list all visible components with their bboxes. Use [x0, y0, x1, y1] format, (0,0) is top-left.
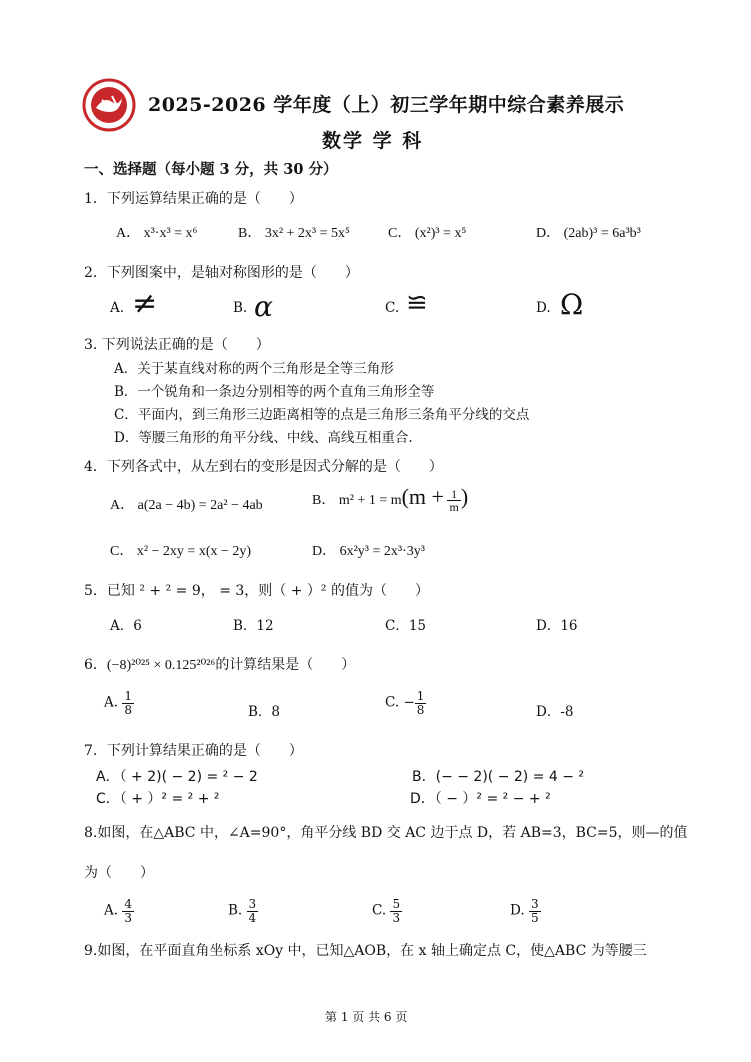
question-4-option-a: A． a(2a − 4b) = 2a² − 4ab — [110, 498, 263, 513]
question-6-number: 6． — [84, 657, 107, 673]
question-1-stem: 1．下列运算结果正确的是（ ） — [84, 191, 303, 207]
fraction-denominator: 5 — [530, 910, 539, 925]
question-7-option-d: D．（ − ）² = ² − + ² — [410, 791, 551, 807]
question-5-option-a: A．6 — [110, 618, 142, 634]
question-8-option-c-fraction — [390, 898, 402, 924]
question-2-option-d-symbol: Ω — [560, 288, 584, 321]
question-6-option-c — [385, 690, 426, 716]
question-2-option-c-label: C. — [385, 300, 400, 316]
question-5-option-d: D．16 — [536, 618, 578, 634]
question-6-option-b: B．8 — [248, 704, 281, 720]
fraction-denominator: 3 — [392, 910, 401, 925]
option-label: A. — [104, 902, 119, 919]
question-1-option-c: C． (x²)³ = x⁵ — [388, 226, 467, 241]
question-2-option-c-symbol: ≌ — [406, 288, 428, 318]
fraction-denominator: 8 — [416, 702, 425, 717]
question-4-option-b-paren: (m + — [401, 484, 444, 509]
question-4-option-b-lhs: B． m² + 1 = m — [312, 493, 402, 508]
question-5-option-b: B．12 — [233, 618, 274, 634]
question-2-option-d-label: D. — [536, 300, 551, 316]
fraction-denominator: 4 — [248, 910, 257, 925]
question-4-option-b — [312, 484, 468, 514]
subject-title: 数学 学 科 — [322, 130, 424, 152]
question-4-option-c: C． x² − 2xy = x(x − 2y) — [110, 544, 252, 559]
question-6-stem-text: 的计算结果是（ ） — [215, 657, 356, 673]
question-1-option-d: D． (2ab)³ = 6a³b³ — [536, 226, 641, 241]
fraction-denominator: 8 — [124, 702, 132, 717]
question-2-option-a-label: A. — [110, 300, 125, 316]
question-8-option-a-fraction — [122, 898, 134, 924]
fraction-numerator: 3 — [248, 897, 257, 911]
fraction-numerator: 1 — [124, 689, 132, 703]
option-label: D. — [510, 902, 525, 919]
question-1-option-a: A． x³·x³ = x⁶ — [116, 226, 198, 241]
fraction-numerator: 1 — [416, 689, 425, 703]
question-8-option-b — [228, 898, 258, 924]
question-8-option-d-fraction — [529, 898, 541, 924]
question-6-option-a — [104, 690, 134, 716]
question-3-option-b: B．一个锐角和一条边分别相等的两个直角三角形全等 — [114, 384, 435, 400]
question-8-option-c — [372, 898, 402, 924]
negative-sign: − — [403, 694, 415, 711]
question-8-option-b-fraction — [247, 898, 259, 924]
question-8-option-d — [510, 898, 541, 924]
question-7-stem: 7．下列计算结果正确的是（ ） — [84, 743, 303, 759]
question-2-option-a-symbol: ≠ — [132, 286, 158, 321]
question-5-option-c: C．15 — [385, 618, 427, 634]
option-label: C. — [372, 902, 387, 919]
exam-title: 2025-2026 学年度（上）初三学年期中综合素养展示 — [148, 94, 625, 116]
question-2-option-b-symbol: α — [254, 290, 273, 323]
page-footer: 第 1 页 共 6 页 — [325, 1010, 408, 1024]
question-5-stem: 5．已知 ² + ² = 9， = 3，则（ + ）² 的值为（ ） — [84, 583, 429, 599]
school-logo — [82, 78, 136, 132]
question-2-option-b-label: B. — [233, 300, 248, 316]
question-3-option-d: D．等腰三角形的角平分线、中线、高线互相重合. — [114, 430, 413, 446]
fraction-numerator: 3 — [530, 897, 539, 911]
fraction-numerator: 4 — [124, 897, 132, 911]
question-2-stem: 2．下列图案中，是轴对称图形的是（ ） — [84, 265, 359, 281]
option-label: C. — [385, 694, 400, 711]
question-1-option-b: B． 3x² + 2x³ = 5x⁵ — [238, 226, 350, 241]
option-label: A. — [104, 694, 119, 711]
question-8-option-a — [104, 898, 134, 924]
question-3-stem: 3. 下列说法正确的是（ ） — [84, 337, 270, 353]
fraction-denominator: m — [449, 500, 459, 515]
option-label: B. — [228, 902, 243, 919]
question-9-stem: 9.如图，在平面直角坐标系 xOy 中，已知△AOB，在 x 轴上确定点 C，使△ABC 为等腰三 — [84, 943, 647, 959]
question-4-option-b-fraction — [447, 488, 460, 514]
question-6-stem — [84, 654, 355, 674]
question-4-option-d: D． 6x²y³ = 2x³·3y³ — [312, 544, 425, 559]
question-6-expression: (−8)²⁰²⁵ × 0.125²⁰²⁶ — [106, 658, 216, 673]
question-7-option-c: C．（ + ）² = ² + ² — [96, 791, 220, 807]
question-6-option-a-fraction — [122, 690, 134, 716]
question-6-option-d: D．-8 — [536, 704, 574, 720]
fraction-numerator: 5 — [392, 897, 401, 911]
question-8-stem-continued: 为（ ） — [84, 865, 154, 881]
question-3-option-c: C．平面内，到三角形三边距离相等的点是三角形三条角平分线的交点 — [114, 407, 530, 423]
question-7-option-a: A．（ + 2)( − 2) = ² − 2 — [96, 769, 258, 785]
section-heading: 一、选择题（每小题 3 分，共 30 分） — [84, 161, 338, 178]
fraction-numerator: 1 — [447, 488, 460, 502]
question-6-option-c-fraction — [415, 690, 427, 716]
question-4-option-b-paren-close: ) — [460, 484, 469, 509]
question-7-option-b: B．(− − 2)( − 2) = 4 − ² — [412, 769, 585, 785]
question-3-option-a: A．关于某直线对称的两个三角形是全等三角形 — [114, 361, 394, 377]
question-8-stem: 8.如图，在△ABC 中，∠A=90°，角平分线 BD 交 AC 边于点 D，若 AB=3，BC=5，则—的值 — [84, 825, 688, 841]
fraction-denominator: 3 — [124, 910, 132, 925]
question-4-stem: 4．下列各式中，从左到右的变形是因式分解的是（ ） — [84, 459, 443, 475]
